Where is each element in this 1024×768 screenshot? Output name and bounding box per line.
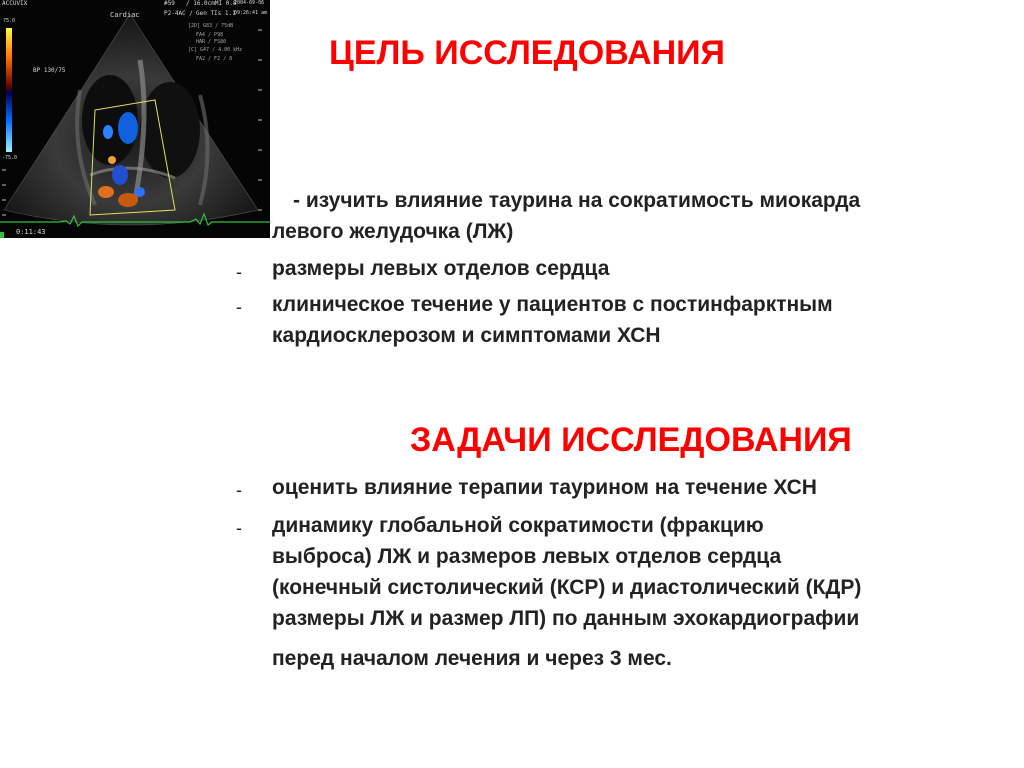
tasks-title: ЗАДАЧИ ИССЛЕДОВАНИЯ bbox=[410, 421, 852, 459]
frame-label: #59 bbox=[164, 0, 175, 7]
ultrasound-scan-graphic bbox=[0, 0, 270, 238]
bullet-dash: - bbox=[236, 297, 242, 317]
goal-item-3-line-2: кардиосклерозом и симптомами ХСН bbox=[272, 324, 661, 347]
mode-label: Cardiac bbox=[110, 11, 140, 19]
tasks-item-2-line-4: размеры ЛЖ и размер ЛП) по данным эхокардиографии bbox=[272, 607, 860, 630]
gen-label: Gen TIs 1.1 bbox=[196, 10, 236, 17]
bullet-dash: - bbox=[236, 480, 242, 500]
time-label: 09:26:41 am bbox=[234, 10, 268, 16]
echocardiogram-image bbox=[0, 0, 270, 238]
probe-label: P2-4AC / bbox=[164, 10, 193, 17]
param-line-1: [2D] G83 / 75dB bbox=[188, 23, 234, 29]
goal-item-1-line-1: - изучить влияние таурина на сократимость миокарда bbox=[293, 189, 861, 212]
scale-bottom-label: -75.0 bbox=[2, 155, 18, 161]
tasks-item-1: оценить влияние терапии таурином на течение ХСН bbox=[272, 476, 817, 499]
param-line-3: HAR / FS80 bbox=[196, 39, 227, 45]
goal-item-2: размеры левых отделов сердца bbox=[272, 257, 610, 280]
tasks-item-2-line-5: перед началом лечения и через 3 мес. bbox=[272, 647, 672, 670]
param-line-4: [C] G47 / 4.00 kHz bbox=[188, 47, 243, 53]
date-label: 2004-09-06 bbox=[234, 0, 265, 6]
bp-label: BP 130/75 bbox=[33, 67, 66, 74]
tasks-item-2-line-3: (конечный систолический (КСР) и диастолический (КДР) bbox=[272, 576, 862, 599]
goal-item-1-line-2: левого желудочка (ЛЖ) bbox=[272, 220, 514, 243]
tasks-item-2-line-2: выброса) ЛЖ и размеров левых отделов сердца bbox=[272, 545, 782, 568]
brand-label: ACCUVIX bbox=[2, 0, 28, 7]
param-line-5: FA2 / F2 / 8 bbox=[196, 56, 233, 62]
bullet-dash: - bbox=[236, 262, 242, 282]
bullet-dash: - bbox=[236, 518, 242, 538]
goal-title: ЦЕЛЬ ИССЛЕДОВАНИЯ bbox=[329, 34, 725, 72]
goal-item-3-line-1: клиническое течение у пациентов с постинфарктным bbox=[272, 293, 833, 316]
depth-label: / 16.0cmMI 0.8 bbox=[186, 0, 237, 7]
scale-top-label: 75.0 bbox=[3, 18, 16, 24]
tasks-item-2-line-1: динамику глобальной сократимости (фракцию bbox=[272, 514, 764, 537]
param-line-2: FA4 / P98 bbox=[196, 32, 224, 38]
timer-label: 0:11:43 bbox=[16, 228, 46, 236]
